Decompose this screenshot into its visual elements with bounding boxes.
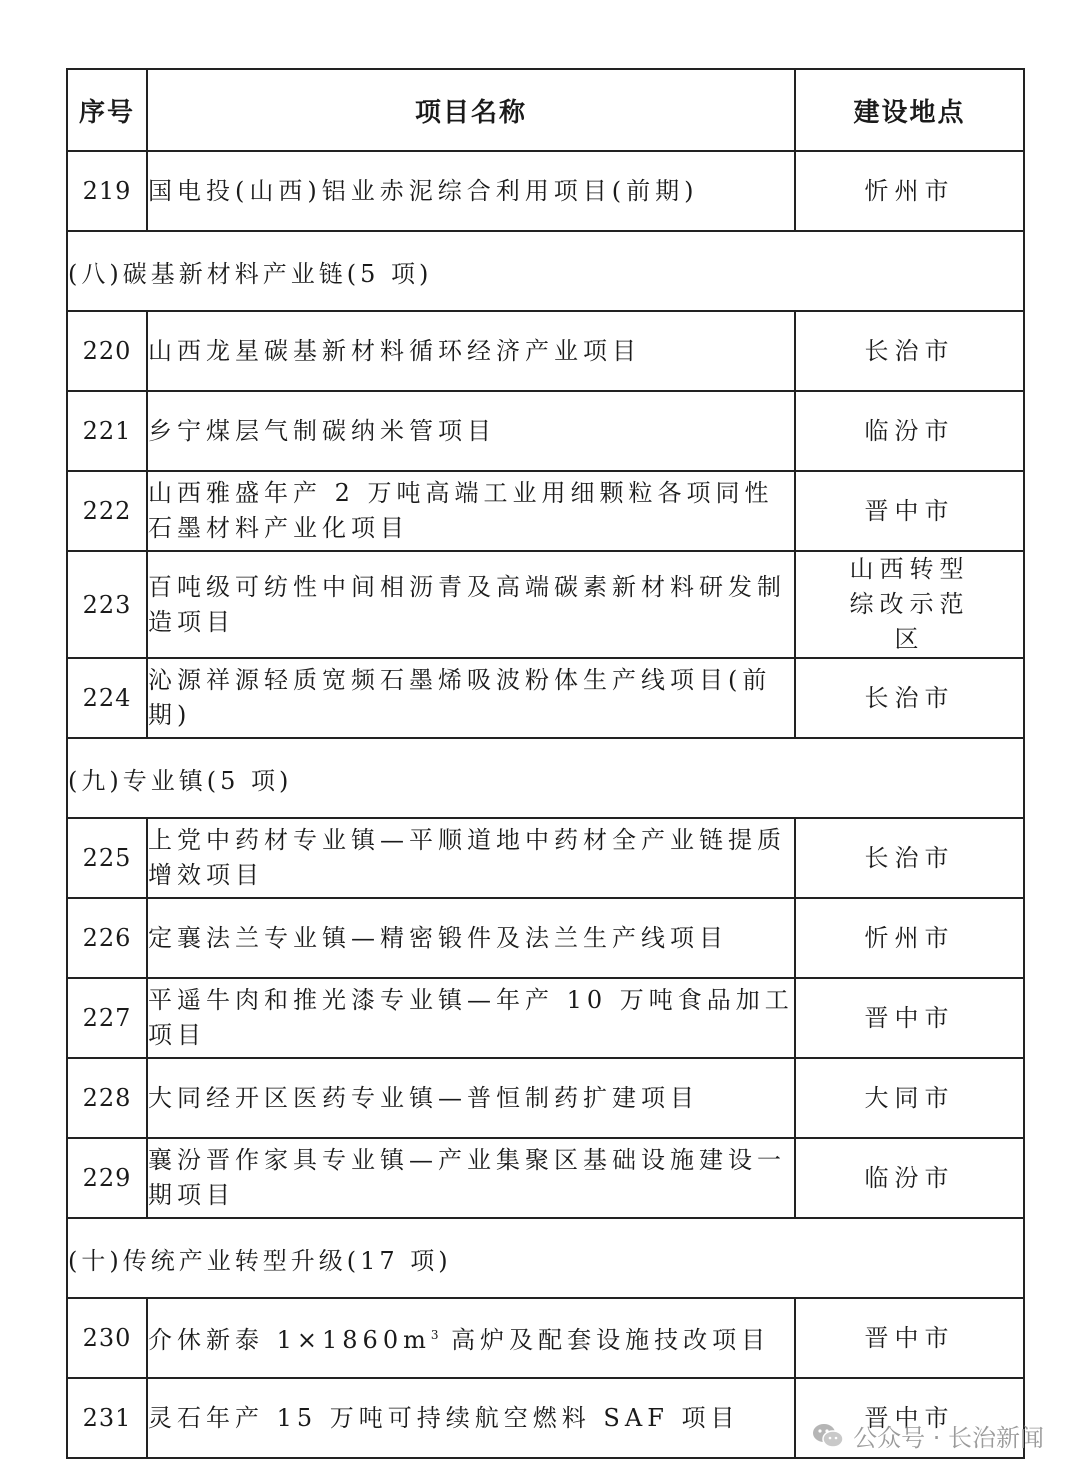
row-project-name: 襄汾晋作家具专业镇—产业集聚区基础设施建设一期项目 [147,1138,795,1218]
row-project-name: 国电投(山西)铝业赤泥综合利用项目(前期) [147,151,795,231]
row-location: 晋中市 [795,1298,1024,1378]
table-header-row [67,69,1024,151]
row-number: 228 [67,1058,147,1138]
row-number: 225 [67,818,147,898]
header-serial: 序号 [67,69,147,151]
name-part: 介休新泰 1×1860m [148,1326,431,1354]
row-number: 231 [67,1378,147,1458]
row-location: 大同市 [795,1058,1024,1138]
table-row [67,151,1024,231]
table-row [67,1138,1024,1218]
row-location: 长治市 [795,311,1024,391]
row-project-name: 大同经开区医药专业镇—普恒制药扩建项目 [147,1058,795,1138]
row-project-name: 山西龙星碳基新材料循环经济产业项目 [147,311,795,391]
row-number: 224 [67,658,147,738]
table-row [67,471,1024,551]
row-number: 219 [67,151,147,231]
header-location: 建设地点 [795,69,1024,151]
header-project-name: 项目名称 [147,69,795,151]
row-project-name: 平遥牛肉和推光漆专业镇—年产 10 万吨食品加工项目 [147,978,795,1058]
name-part: 高炉及配套设施技改项目 [438,1326,771,1354]
section-row [67,738,1024,818]
table-row [67,818,1024,898]
table-row [67,978,1024,1058]
wechat-icon [811,1421,845,1451]
row-location: 长治市 [795,818,1024,898]
row-location: 山西转型综改示范区 [795,551,1024,658]
row-project-name: 沁源祥源轻质宽频石墨烯吸波粉体生产线项目(前期) [147,658,795,738]
table-row [67,1298,1024,1378]
section-row [67,231,1024,311]
row-project-name: 山西雅盛年产 2 万吨高端工业用细颗粒各项同性石墨材料产业化项目 [147,471,795,551]
table-row [67,1058,1024,1138]
section-title: (十)传统产业转型升级(17 项) [67,1218,1024,1298]
row-number: 221 [67,391,147,471]
row-number: 222 [67,471,147,551]
section-title: (九)专业镇(5 项) [67,738,1024,818]
superscript-3: 3 [430,1328,439,1342]
row-number: 220 [67,311,147,391]
table-row [67,898,1024,978]
row-number: 226 [67,898,147,978]
row-project-name: 百吨级可纺性中间相沥青及高端碳素新材料研发制造项目 [147,551,795,658]
row-location: 临汾市 [795,1138,1024,1218]
section-title: (八)碳基新材料产业链(5 项) [67,231,1024,311]
project-table [66,68,1025,1459]
row-location: 长治市 [795,658,1024,738]
row-number: 229 [67,1138,147,1218]
row-project-name: 乡宁煤层气制碳纳米管项目 [147,391,795,471]
row-location: 晋中市 [795,978,1024,1058]
row-project-name: 灵石年产 15 万吨可持续航空燃料 SAF 项目 [147,1378,795,1458]
row-project-name [147,1298,795,1378]
row-location: 忻州市 [795,898,1024,978]
row-project-name: 定襄法兰专业镇—精密锻件及法兰生产线项目 [147,898,795,978]
row-project-name: 上党中药材专业镇—平顺道地中药材全产业链提质增效项目 [147,818,795,898]
row-location: 晋中市 [795,1378,1024,1458]
row-location: 临汾市 [795,391,1024,471]
table-row [67,551,1024,658]
watermark [811,1418,1044,1453]
table-row [67,391,1024,471]
row-location: 忻州市 [795,151,1024,231]
row-number: 223 [67,551,147,658]
watermark-text: 公众号 · 长治新闻 [853,1424,1044,1452]
row-location: 晋中市 [795,471,1024,551]
row-number: 227 [67,978,147,1058]
table-row [67,311,1024,391]
section-row [67,1218,1024,1298]
table-row [67,658,1024,738]
row-number: 230 [67,1298,147,1378]
